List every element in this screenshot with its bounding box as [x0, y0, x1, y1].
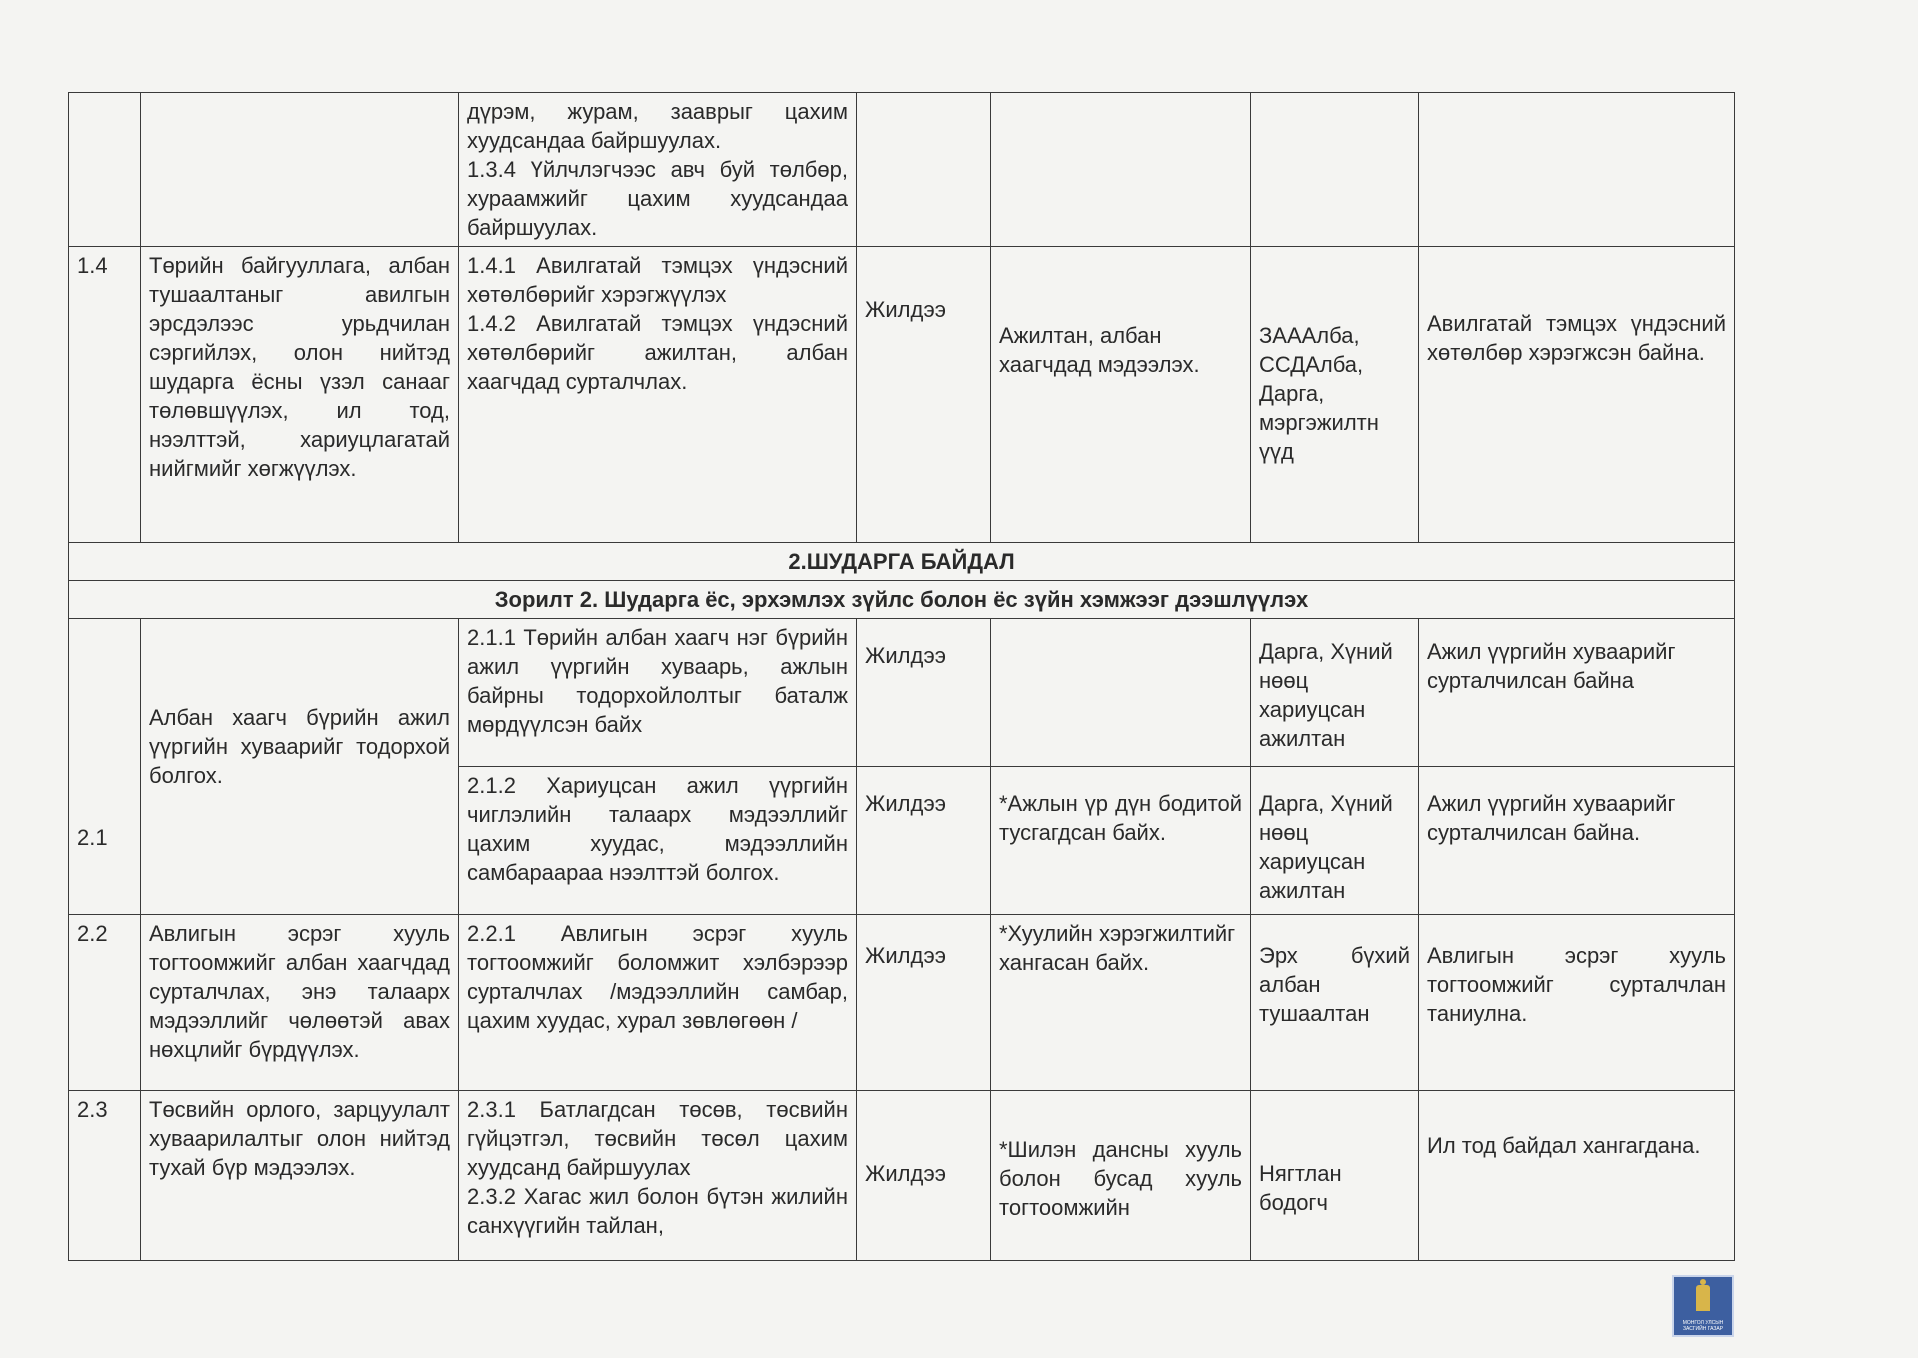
cell-time	[857, 619, 991, 767]
time-text: Жилдээ	[865, 297, 946, 322]
cell-number	[69, 619, 141, 915]
cell-number: 2.3	[69, 1091, 141, 1261]
result-text: Авлигын эсрэг хууль тогтоомжийг сурталчлан таниулна.	[1427, 943, 1726, 1026]
cell-number	[69, 93, 141, 247]
cell-time	[857, 915, 991, 1091]
action-plan-table	[68, 92, 1735, 1261]
responsible-text: Эрх бүхий албан тушаалтан	[1259, 943, 1410, 1026]
cell-goal: Авлигын эсрэг хууль тогтоомжийг албан хаагчдад сурталчлах, энэ талаарх мэдээллийг чөлөөтэй авах нөхцлийг бүрдүүлэх.	[141, 915, 459, 1091]
cell-goal	[141, 93, 459, 247]
number-text: 2.1	[77, 825, 108, 850]
responsible-text: ЗАААлба, ССДАлба, Дарга, мэргэжилтн үүд	[1259, 323, 1379, 464]
table-row	[69, 1091, 1735, 1261]
cell-activity: 2.1.2 Хариуцсан ажил үүргийн чиглэлийн талаарх мэдээллийг цахим хуудас, мэдээллийн самбараараа нээлттэй болгох.	[459, 767, 857, 915]
time-text: Жилдээ	[865, 791, 946, 816]
section-title: 2.ШУДАРГА БАЙДАЛ	[69, 543, 1735, 581]
cell-time	[857, 767, 991, 915]
government-stamp-logo	[1672, 1275, 1734, 1337]
responsible-text: Дарга, Хүний нөөц хариуцсан ажилтан	[1259, 791, 1393, 903]
goal-text: Албан хаагч бүрийн ажил үүргийн хуваарийг тодорхой болгох.	[149, 705, 450, 788]
cell-result	[1419, 93, 1735, 247]
cell-criteria	[991, 619, 1251, 767]
criteria-text: *Шилэн дансны хууль болон бусад хууль тогтоомжийн	[999, 1137, 1242, 1220]
cell-activity: дүрэм, журам, зааврыг цахим хуудсандаа байршуулах. 1.3.4 Үйлчлэгчээс авч буй төлбөр, хураамжийг цахим хуудсандаа байршуулах.	[459, 93, 857, 247]
cell-activity: 1.4.1 Авилгатай тэмцэх үндэсний хөтөлбөрийг хэрэгжүүлэх 1.4.2 Авилгатай тэмцэх үндэсний хөтөлбөрийг ажилтан, албан хаагчдад сурталчлах.	[459, 247, 857, 543]
result-text: Ажил үүргийн хуваарийг сурталчилсан байна.	[1427, 791, 1676, 845]
section-row	[69, 543, 1735, 581]
result-text: Авилгатай тэмцэх үндэсний хөтөлбөр хэрэгжсэн байна.	[1427, 311, 1726, 365]
cell-criteria	[991, 1091, 1251, 1261]
table-row	[69, 619, 1735, 767]
cell-criteria	[991, 767, 1251, 915]
table-row	[69, 247, 1735, 543]
cell-time	[857, 247, 991, 543]
cell-responsible	[1251, 247, 1419, 543]
cell-number: 1.4	[69, 247, 141, 543]
time-text: Жилдээ	[865, 1161, 946, 1186]
cell-goal: Төсвийн орлого, зарцуулалт хуваарилалтыг олон нийтэд тухай бүр мэдээлэх.	[141, 1091, 459, 1261]
cell-criteria	[991, 93, 1251, 247]
section-goal: Зорилт 2. Шударга ёс, эрхэмлэх зүйлс болон ёс зүйн хэмжээг дээшлүүлэх	[69, 581, 1735, 619]
cell-activity: 2.3.1 Батлагдсан төсөв, төсвийн гүйцэтгэл, төсвийн төсөл цахим хуудсанд байршуулах 2.3.2 Хагас жил болон бүтэн жилийн санхүүгийн тайлан,	[459, 1091, 857, 1261]
responsible-text: Дарга, Хүний нөөц хариуцсан ажилтан	[1259, 639, 1393, 751]
cell-responsible	[1251, 619, 1419, 767]
soyombo-icon	[1696, 1285, 1710, 1311]
cell-activity: 2.2.1 Авлигын эсрэг хууль тогтоомжийг боломжит хэлбэрээр сурталчлах /мэдээллийн самбар, цахим хуудас, хурал зөвлөгөөн /	[459, 915, 857, 1091]
cell-result	[1419, 767, 1735, 915]
cell-criteria: *Хуулийн хэрэгжилтийг хангасан байх.	[991, 915, 1251, 1091]
cell-result	[1419, 915, 1735, 1091]
time-text: Жилдээ	[865, 643, 946, 668]
table-row	[69, 915, 1735, 1091]
stamp-text: МОНГОЛ УЛСЫН ЗАСГИЙН ГАЗАР	[1682, 1320, 1724, 1332]
responsible-text: Нягтлан бодогч	[1259, 1161, 1342, 1215]
cell-time	[857, 1091, 991, 1261]
criteria-text: Ажилтан, албан хаагчдад мэдээлэх.	[999, 323, 1200, 377]
cell-responsible	[1251, 915, 1419, 1091]
cell-result	[1419, 619, 1735, 767]
cell-criteria	[991, 247, 1251, 543]
cell-responsible	[1251, 1091, 1419, 1261]
cell-result	[1419, 1091, 1735, 1261]
table-row	[69, 93, 1735, 247]
cell-responsible	[1251, 93, 1419, 247]
time-text: Жилдээ	[865, 943, 946, 968]
cell-number: 2.2	[69, 915, 141, 1091]
cell-time	[857, 93, 991, 247]
cell-result	[1419, 247, 1735, 543]
section-row	[69, 581, 1735, 619]
cell-goal: Төрийн байгууллага, албан тушаалтаныг авилгын эрсдэлээс урьдчилан сэргийлэх, олон нийтэд шударга ёсны үзэл санааг төлөвшүүлэх, ил тод, нээлттэй, хариуцлагатай нийгмийг хөгжүүлэх.	[141, 247, 459, 543]
cell-responsible	[1251, 767, 1419, 915]
cell-activity: 2.1.1 Төрийн албан хаагч нэг бүрийн ажил үүргийн хуваарь, ажлын байрны тодорхойлолтыг баталж мөрдүүлсэн байх	[459, 619, 857, 767]
result-text: Ажил үүргийн хуваарийг сурталчилсан байна	[1427, 639, 1676, 693]
criteria-text: *Ажлын үр дүн бодитой тусгагдсан байх.	[999, 791, 1242, 845]
cell-goal	[141, 619, 459, 915]
result-text: Ил тод байдал хангагдана.	[1427, 1133, 1701, 1158]
